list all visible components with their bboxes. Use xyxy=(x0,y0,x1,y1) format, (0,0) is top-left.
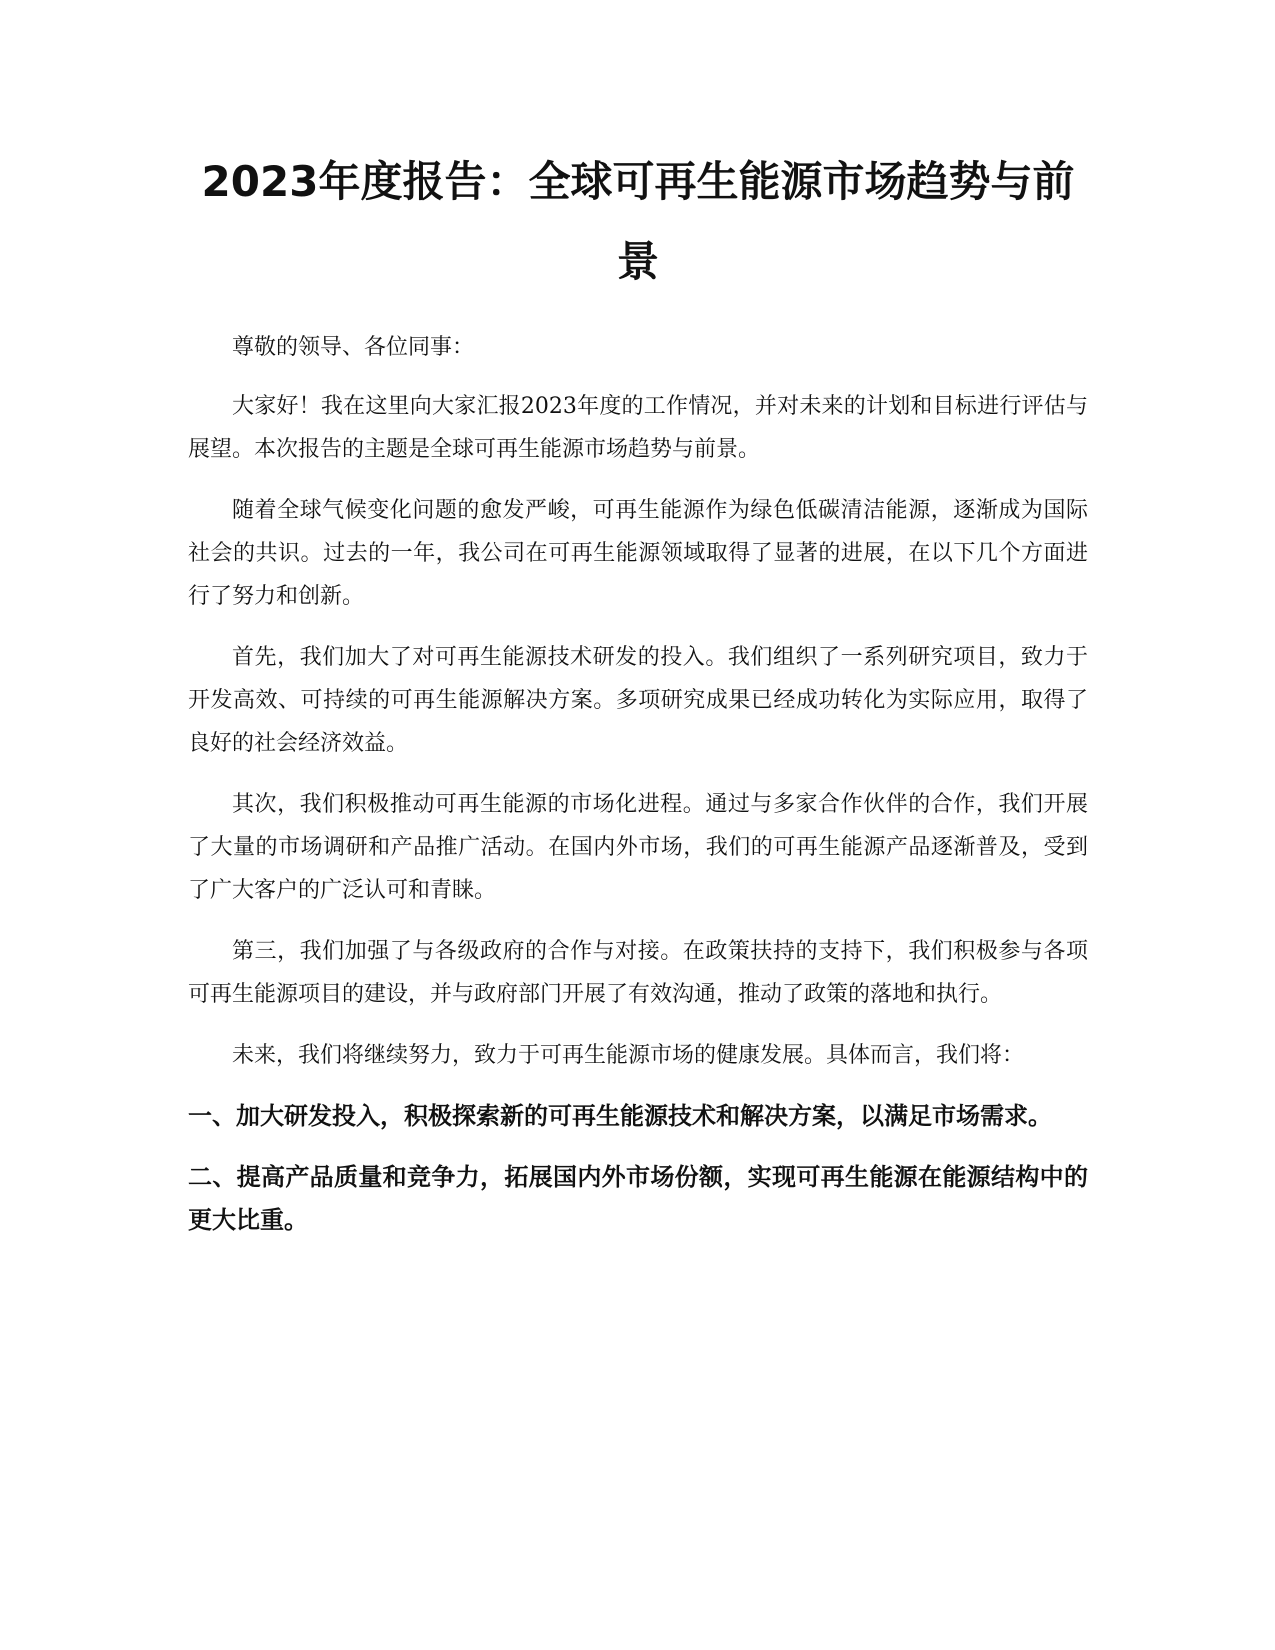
paragraph-first: 首先，我们加大了对可再生能源技术研发的投入。我们组织了一系列研究项目，致力于开发高效、可持续的可再生能源解决方案。多项研究成果已经成功转化为实际应用，取得了良好的社会经济效益。 xyxy=(188,645,1088,756)
paragraph-second: 其次，我们积极推动可再生能源的市场化进程。通过与多家合作伙伴的合作，我们开展了大量的市场调研和产品推广活动。在国内外市场，我们的可再生能源产品逐渐普及，受到了广大客户的广泛认可和青睐。 xyxy=(188,792,1088,903)
paragraph-third: 第三，我们加强了与各级政府的合作与对接。在政策扶持的支持下，我们积极参与各项可再生能源项目的建设，并与政府部门开展了有效沟通，推动了政策的落地和执行。 xyxy=(188,939,1088,1007)
paragraph-greeting: 大家好！我在这里向大家汇报2023年度的工作情况，并对未来的计划和目标进行评估与展望。本次报告的主题是全球可再生能源市场趋势与前景。 xyxy=(188,394,1088,462)
paragraph-future: 未来，我们将继续努力，致力于可再生能源市场的健康发展。具体而言，我们将： xyxy=(232,1043,1025,1068)
salutation: 尊敬的领导、各位同事： xyxy=(232,335,475,360)
goal-item-1: 一、加大研发投入，积极探索新的可再生能源技术和解决方案，以满足市场需求。 xyxy=(188,1102,1052,1130)
paragraph-background: 随着全球气候变化问题的愈发严峻，可再生能源作为绿色低碳清洁能源，逐渐成为国际社会的共识。过去的一年，我公司在可再生能源领域取得了显著的进展，在以下几个方面进行了努力和创新。 xyxy=(188,498,1088,609)
document-body xyxy=(188,142,1088,1260)
document-title: 2023年度报告：全球可再生能源市场趋势与前景 xyxy=(201,157,1075,286)
goal-item-2: 二、提高产品质量和竞争力，拓展国内外市场份额，实现可再生能源在能源结构中的更大比重。 xyxy=(188,1163,1088,1234)
